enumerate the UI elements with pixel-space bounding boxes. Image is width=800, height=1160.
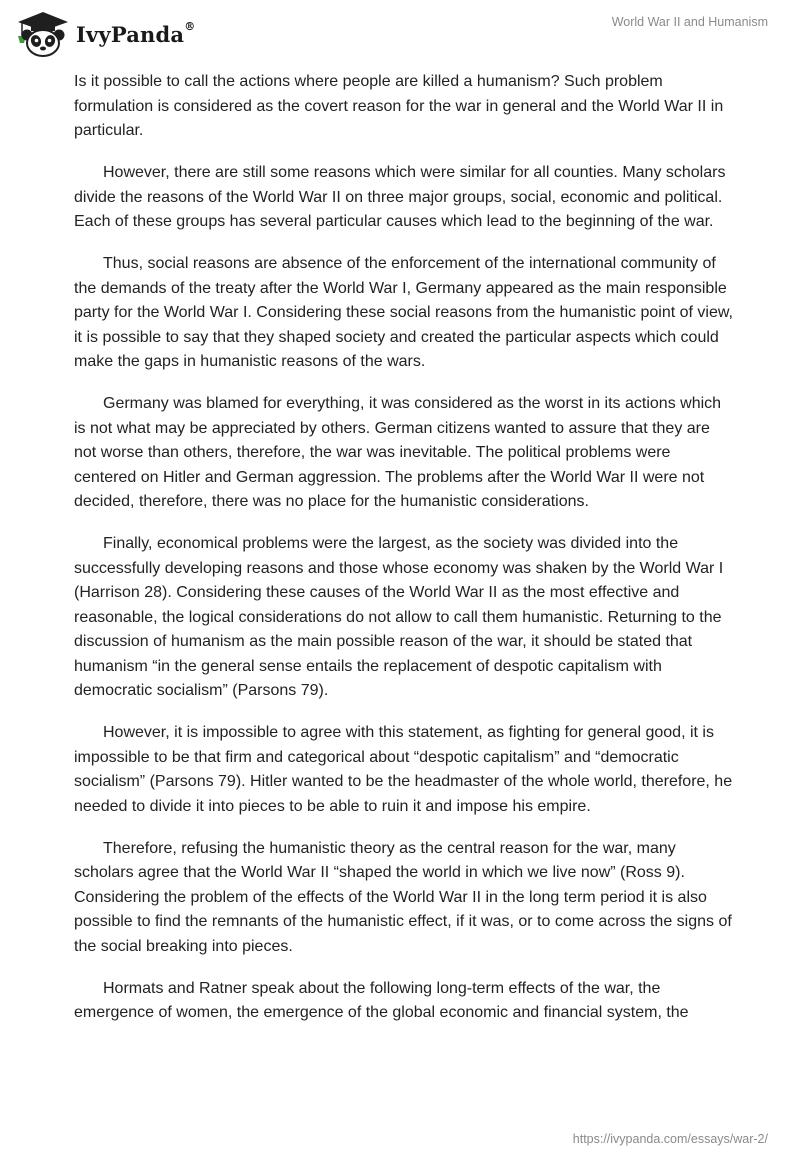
paragraph: Therefore, refusing the humanistic theory as the central reason for the war, many scholars agree that the World War II “shaped the world in which we live now” (Ross 9). Considering the problem of the effects of the World War II in the long term period it is also possible to find the remnants of the humanistic effect, if it was, or to come across the signs of the social breaking into pieces. — [74, 839, 732, 955]
paragraph: However, there are still some reasons which were similar for all counties. Many scholars divide the reasons of the World War II on three major groups, social, economic and political. Each of these groups has several particular causes which lead to the beginning of the war. — [74, 164, 726, 230]
source-url-link[interactable]: https://ivypanda.com/essays/war-2/ — [572, 1132, 768, 1146]
paragraph: However, it is impossible to agree with this statement, as fighting for general good, it is impossible to be that firm and categorical about “despotic capitalism” and “democratic socialism” (Parsons 79). Hitler wanted to be the headmaster of the whole world, therefore, he needed to divide it into pieces to be able to ruin it and impose his empire. — [74, 724, 733, 815]
paragraph: Germany was blamed for everything, it was considered as the worst in its actions which is not what may be appreciated by others. German citizens wanted to assure that they are not worse than others, therefore, the war was inevitable. The political problems were centered on Hitler and German aggression. The problems after the World War II were not decided, therefore, there was no place for the humanistic considerations. — [74, 395, 722, 510]
document-title: World War II and Humanism — [611, 15, 768, 29]
registered-mark: ® — [184, 19, 196, 33]
panda-graduate-icon — [14, 10, 72, 58]
ivypanda-logo[interactable] — [14, 10, 195, 58]
paragraph: Hormats and Ratner speak about the following long-term effects of the war, the emergence of women, the emergence of the global economic and financial system, the — [74, 979, 689, 1021]
paragraph: Thus, social reasons are absence of the enforcement of the international community of the demands of the treaty after the World War I, Germany appeared as the main responsible party for the World War I. Considering these social reasons from the humanistic point of view, it is possible to say that they shaped society and created the particular aspects which could make the gaps in humanistic reasons of the wars. — [74, 255, 733, 370]
brand-text: IvyPanda — [76, 21, 185, 47]
page-header — [0, 0, 800, 60]
essay-body — [74, 70, 734, 1043]
paragraph: Finally, economical problems were the largest, as the society was divided into the successfully developing reasons and those whose economy was shaken by the World War I (Harrison 28). Considering these causes of the World War II as the most effective and reasonable, the logical considerations do not allow to call them humanistic. Returning to the discussion of humanism as the main possible reason of the war, it should be stated that humanism “in the general sense entails the replacement of despotic capitalism with democratic socialism” (Parsons 79). — [74, 535, 724, 699]
paragraph: Is it possible to call the actions where people are killed a humanism? Such problem formulation is considered as the covert reason for the war in general and the World War II in particular. — [74, 73, 724, 139]
brand-name — [76, 19, 196, 47]
